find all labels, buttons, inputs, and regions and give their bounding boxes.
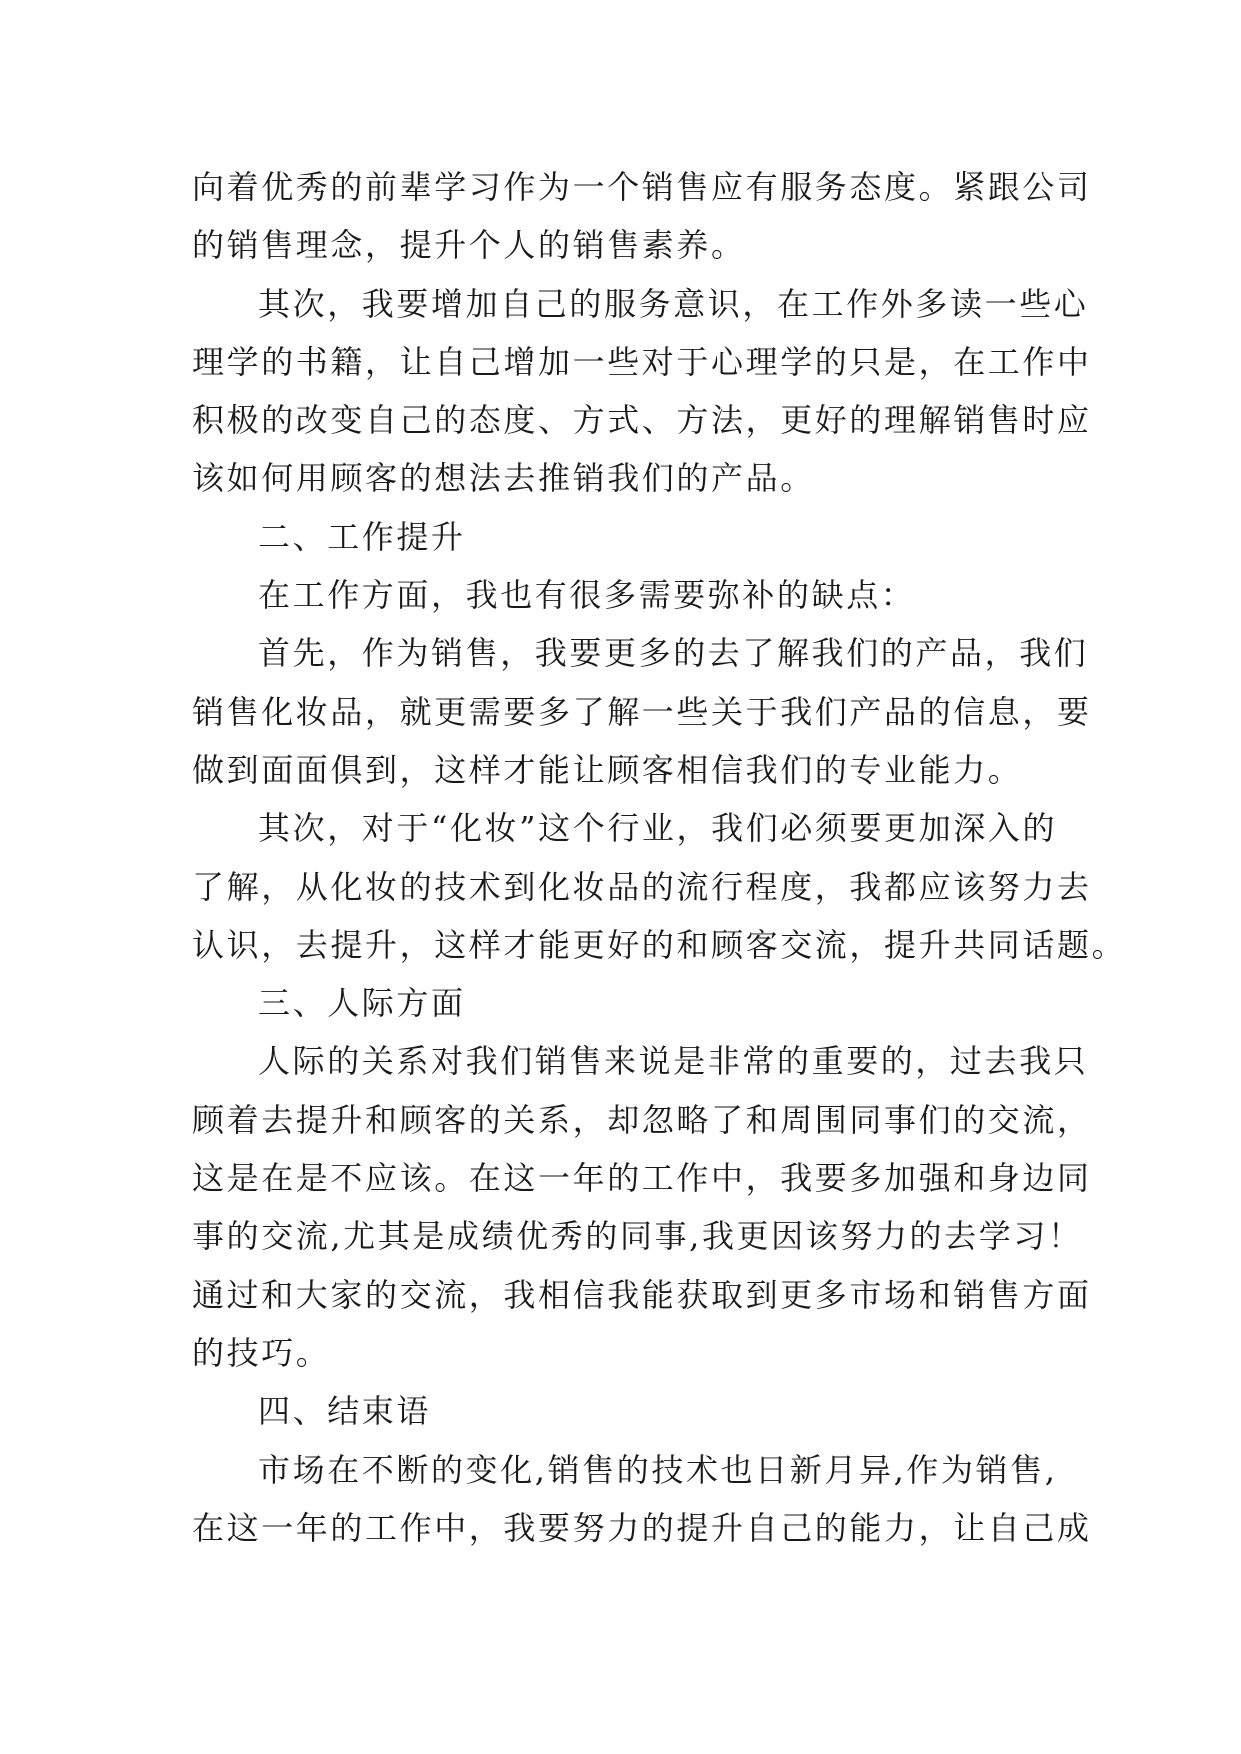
text-line: 事的交流,尤其是成绩优秀的同事,我更因该努力的去学习！ [192, 1217, 1083, 1256]
text-line: 该如何用顾客的想法去推销我们的产品。 [192, 459, 815, 498]
document-body [192, 158, 1127, 1557]
text-line: 顾着去提升和顾客的关系，却忽略了和周围同事们的交流， [192, 1100, 1092, 1139]
paragraph-start-line: 首先，作为销售，我要更多的去了解我们的产品，我们 [258, 634, 1089, 673]
section-heading-work: 二、工作提升 [258, 517, 466, 556]
paragraph-start-line: 其次，对于“化妆”这个行业，我们必须要更加深入的 [258, 809, 1058, 848]
text-line: 了解，从化妆的技术到化妆品的流行程度，我都应该努力去 [192, 867, 1092, 906]
paragraph-start-line: 人际的关系对我们销售来说是非常的重要的，过去我只 [258, 1042, 1089, 1081]
paragraph-start-line: 其次，我要增加自己的服务意识，在工作外多读一些心 [258, 284, 1089, 323]
text-line: 通过和大家的交流，我相信我能获取到更多市场和销售方面 [192, 1275, 1092, 1314]
text-line: 这是在是不应该。在这一年的工作中，我要多加强和身边同 [192, 1159, 1092, 1198]
text-line: 销售化妆品，就更需要多了解一些关于我们产品的信息，要 [192, 692, 1092, 731]
text-line: 理学的书籍，让自己增加一些对于心理学的只是，在工作中 [192, 342, 1092, 381]
paragraph-start-line: 市场在不断的变化,销售的技术也日新月异,作为销售, [258, 1450, 1058, 1489]
text-line: 做到面面俱到，这样才能让顾客相信我们的专业能力。 [192, 750, 1023, 789]
text-line: 的技巧。 [192, 1333, 331, 1372]
text-line: 认识，去提升，这样才能更好的和顾客交流，提升共同话题。 [192, 925, 1127, 964]
section-heading-relations: 三、人际方面 [258, 984, 466, 1023]
text-line: 积极的改变自己的态度、方式、方法，更好的理解销售时应 [192, 401, 1092, 440]
paragraph-start-line: 在工作方面，我也有很多需要弥补的缺点： [258, 576, 916, 615]
text-line: 的销售理念，提升个人的销售素养。 [192, 226, 746, 265]
text-line: 向着优秀的前辈学习作为一个销售应有服务态度。紧跟公司 [192, 168, 1092, 206]
section-heading-conclusion: 四、结束语 [258, 1392, 432, 1431]
text-line: 在这一年的工作中，我要努力的提升自己的能力，让自己成 [192, 1508, 1092, 1547]
